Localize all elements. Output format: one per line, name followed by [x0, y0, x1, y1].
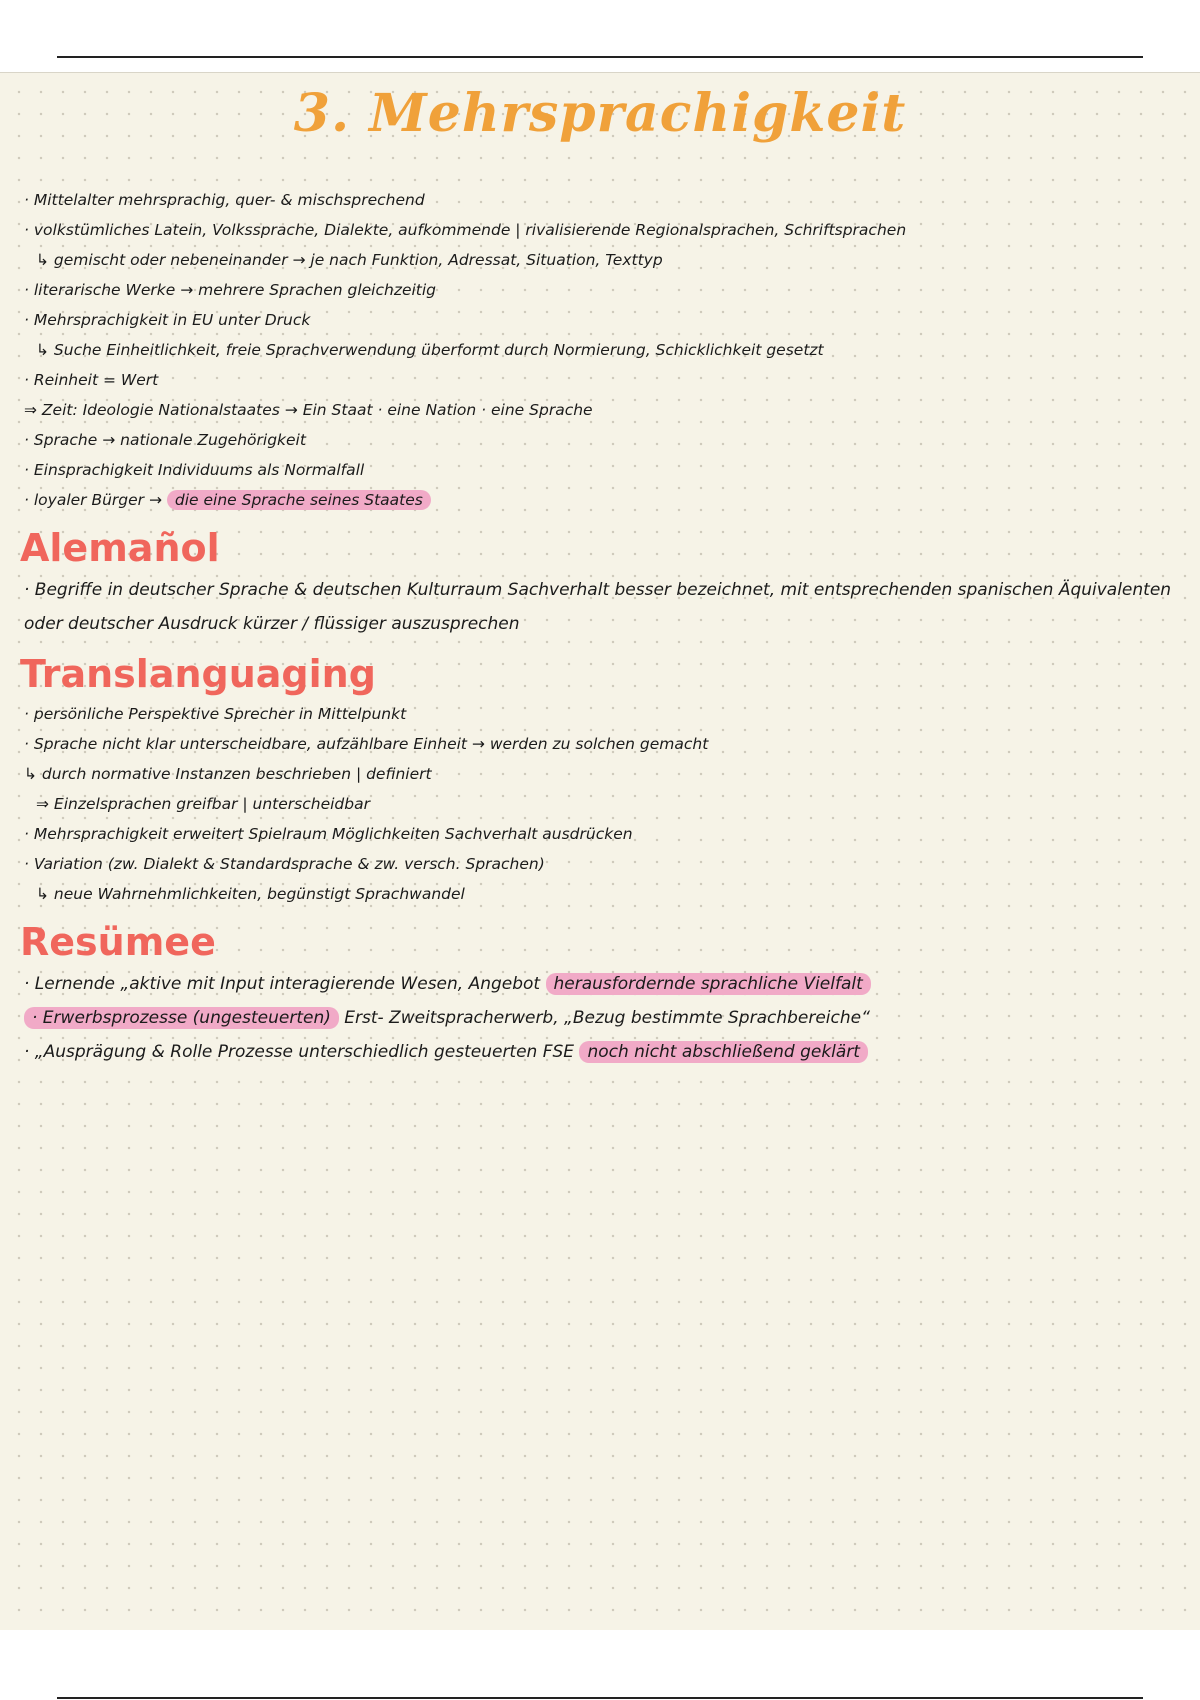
highlighted-text: noch nicht abschließend geklärt — [579, 1041, 868, 1063]
note-line — [24, 849, 1174, 879]
note-line — [24, 185, 1174, 215]
note-line-text: ⇒ Zeit: Ideologie Nationalstaates → Ein Staat · eine Nation · eine Sprache — [24, 401, 593, 419]
note-line — [24, 245, 1174, 275]
note-line-text: · Sprache → nationale Zugehörigkeit — [24, 431, 306, 449]
note-line-text: · Variation (zw. Dialekt & Standardsprache & zw. versch. Sprachen) — [24, 855, 545, 873]
highlighted-text: · Erwerbsprozesse (ungesteuerten) — [24, 1007, 339, 1029]
note-content — [20, 185, 1174, 1069]
intro-section — [24, 185, 1174, 515]
note-line-text: · volkstümliches Latein, Volkssprache, Dialekte, aufkommende | rivalisierende Regionalsprachen, Schriftsprachen — [24, 221, 907, 239]
note-line — [24, 425, 1174, 455]
note-line-text: · Reinheit = Wert — [24, 371, 159, 389]
note-line — [24, 967, 1174, 1001]
note-line-text: · Sprache nicht klar unterscheidbare, aufzählbare Einheit → werden zu solchen gemacht — [24, 735, 709, 753]
highlighted-text: herausfordernde sprachliche Vielfalt — [546, 973, 871, 995]
note-line-text: ↳ Suche Einheitlichkeit, freie Sprachverwendung überformt durch Normierung, Schicklichkeit gesetzt — [36, 341, 824, 359]
note-line-text: · „Ausprägung & Rolle Prozesse unterschiedlich gesteuerten FSE — [24, 1042, 575, 1062]
note-line-text: · loyaler Bürger → — [24, 491, 162, 509]
note-line — [24, 1035, 1174, 1069]
note-line-text: · Mehrsprachigkeit erweitert Spielraum Möglichkeiten Sachverhalt ausdrücken — [24, 825, 633, 843]
note-line-text: · Begriffe in deutscher Sprache & deutschen Kulturraum Sachverhalt besser bezeichnet, mit entsprechenden spanischen Äquivalenten — [24, 580, 1172, 600]
note-line — [24, 305, 1174, 335]
note-line — [24, 275, 1174, 305]
note-line — [24, 395, 1174, 425]
highlighted-text: die eine Sprache seines Staates — [167, 490, 431, 510]
page-title: 3. Mehrsprachigkeit — [293, 83, 907, 144]
heading-translanguaging: Translanguaging — [20, 652, 376, 696]
note-line-text: ↳ durch normative Instanzen beschrieben | definiert — [24, 765, 432, 783]
note-line — [24, 759, 1174, 789]
note-line — [24, 485, 1174, 515]
note-line — [24, 215, 1174, 245]
note-line — [24, 573, 1174, 607]
note-line — [24, 365, 1174, 395]
note-line-text: · literarische Werke → mehrere Sprachen gleichzeitig — [24, 281, 437, 299]
note-line — [24, 455, 1174, 485]
note-line — [24, 819, 1174, 849]
note-line-text: · Mehrsprachigkeit in EU unter Druck — [24, 311, 311, 329]
bottom-rule — [57, 1697, 1143, 1699]
alemanol-section — [24, 573, 1174, 641]
note-line — [24, 729, 1174, 759]
resumee-section — [24, 967, 1174, 1069]
heading-resumee: Resümee — [20, 920, 216, 964]
note-line-text: ↳ neue Wahrnehmlichkeiten, begünstigt Sprachwandel — [36, 885, 465, 903]
dotted-note-page — [0, 72, 1200, 1630]
note-line-text: · Lernende „aktive mit Input interagierende Wesen, Angebot — [24, 974, 541, 994]
note-line — [24, 699, 1174, 729]
note-line-text: oder deutscher Ausdruck kürzer / flüssiger auszusprechen — [24, 614, 520, 634]
note-line — [24, 1001, 1174, 1035]
note-line-text: · Mittelalter mehrsprachig, quer- & mischsprechend — [24, 191, 425, 209]
note-line — [24, 607, 1174, 641]
note-line-text: · persönliche Perspektive Sprecher in Mittelpunkt — [24, 705, 407, 723]
note-line-text: ↳ gemischt oder nebeneinander → je nach Funktion, Adressat, Situation, Texttyp — [36, 251, 663, 269]
note-line — [24, 789, 1174, 819]
heading-alemanol: Alemañol — [20, 526, 220, 570]
note-line-text: ⇒ Einzelsprachen greifbar | unterscheidbar — [36, 795, 370, 813]
translanguaging-section — [24, 699, 1174, 909]
note-line — [24, 879, 1174, 909]
note-line-text: · Einsprachigkeit Individuums als Normalfall — [24, 461, 365, 479]
note-line-text-after: Erst- Zweitspracherwerb, „Bezug bestimmte Sprachbereiche“ — [344, 1008, 870, 1028]
note-line — [24, 335, 1174, 365]
top-rule — [57, 56, 1143, 58]
